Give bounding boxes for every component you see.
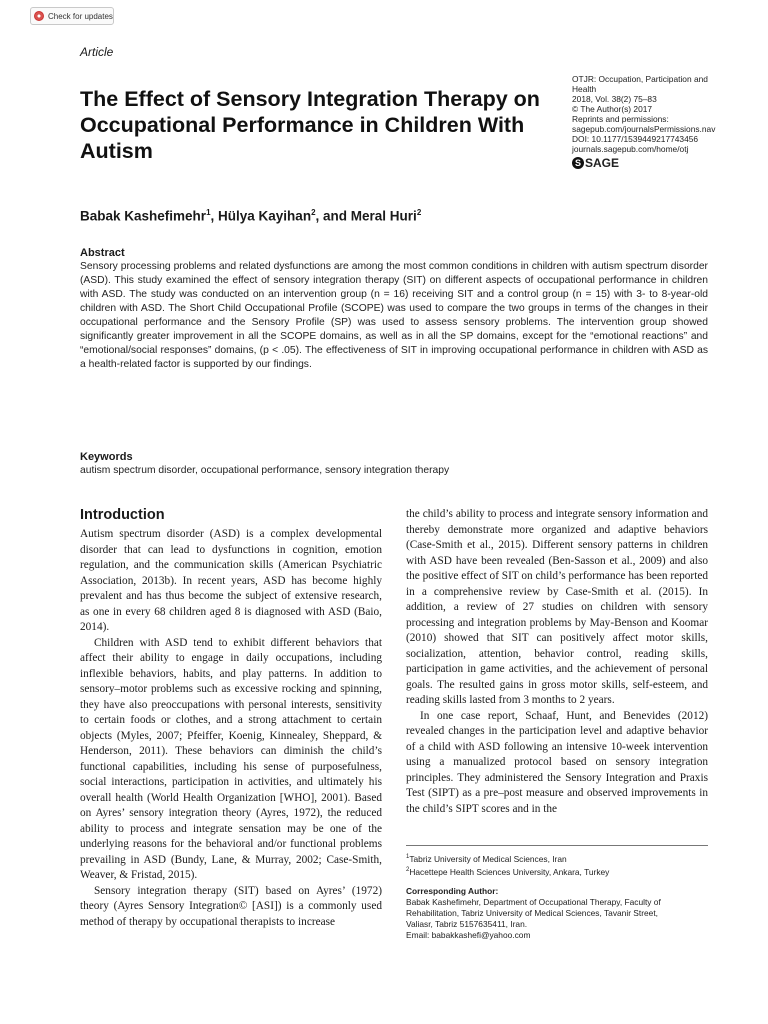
keywords-section — [80, 451, 708, 478]
affiliation-line — [406, 865, 708, 878]
journal-reprints: Reprints and permissions: — [572, 114, 669, 124]
corresponding-author-line: Valiasr, Tabriz 5157635411, Iran. — [406, 918, 528, 929]
journal-info — [572, 74, 732, 169]
footnote-divider — [406, 845, 708, 846]
article-title: The Effect of Sensory Integration Therapy on Occupational Performance in Children With Autism — [80, 87, 540, 163]
journal-copyright: © The Author(s) 2017 — [572, 104, 653, 114]
affiliation-text: Tabriz University of Medical Sciences, Iran — [409, 853, 567, 864]
sage-logo — [572, 157, 732, 169]
abstract-section — [80, 247, 708, 372]
sage-logo-text: SAGE — [585, 156, 620, 170]
body-paragraph: the child’s ability to process and integrate sensory information and thereby demonstrate more organized and adaptive behaviors (Case-Smith et al., 2015). Different sensory patterns in children with ASD have been revealed (Ben-Sasson et al., 2009) and also the positive effect of SIT on child’s performance has been reported in a comprehensive review by Case-Smith et al. (2015). In addition, a review of 27 studies on children with sensory processing and integration problems by May-Benson and Koomar (2010) showed that SIT can positively affect motor skills, socialization, attention, behavior control, reading skills, participation in game activities, and the achievement of personal goals. The resulted gains in gross motor skills, self-esteem, and reading skills lasted from 3 months to 2 years. — [406, 508, 708, 706]
author-separator: , — [210, 208, 219, 224]
abstract-body: Sensory processing problems and related dysfunctions are among the most common conditions in children with autism spectrum disorder (ASD). This study examined the effect of sensory integration therapy (SIT) on different aspects of occupational performance in children with ASD. The study was conducted on an intervention group (n = 16) receiving SIT and a control group (n = 15) with 3- to 8-year-old children with ASD. The Short Child Occupational Profile (SCOPE) was used to compare the two groups in terms of the changes in their occupational performance and the Sensory Profile (SP) was used to assess sensory problems. The intervention group showed significantly greater improvement in all the SCOPE domains, as well as in all the SP domains, except for the “emotional reactions” and “emotional/social responses” domains, (p < .05). The effectiveness of SIT in improving occupational performance in children with ASD as a health-related factor is supported by our findings. — [80, 261, 708, 370]
keywords-heading: Keywords — [80, 451, 133, 463]
permissions-link[interactable]: sagepub.com/journalsPermissions.nav — [572, 124, 716, 134]
doi-link[interactable]: DOI: 10.1177/1539449217743456 — [572, 134, 699, 144]
check-updates-icon — [34, 11, 44, 21]
journal-name: OTJR: Occupation, Participation and Health — [572, 74, 708, 94]
footnotes — [406, 852, 708, 941]
check-for-updates-badge[interactable] — [30, 7, 114, 25]
journal-volume: 2018, Vol. 38(2) 75–83 — [572, 94, 657, 104]
author-affiliation-mark: 2 — [416, 208, 422, 217]
affiliation-line — [406, 852, 708, 865]
affiliation-mark: 2 — [406, 866, 410, 873]
author-affiliation-mark: 2 — [311, 208, 316, 217]
body-column-right — [406, 507, 708, 817]
abstract-heading: Abstract — [80, 247, 125, 259]
author-list — [80, 208, 421, 224]
sage-s-icon: S — [572, 157, 584, 169]
corresponding-author-line: Babak Kashefimehr, Department of Occupational Therapy, Faculty of — [406, 896, 661, 907]
author-name: Meral Huri — [350, 208, 417, 224]
author-name: Babak Kashefimehr — [80, 208, 207, 224]
body-paragraph: Sensory integration therapy (SIT) based on Ayres’ (1972) theory (Ayres Sensory Integration© [ASI]) is a commonly used method of therapy by occupational therapists to increase — [80, 884, 382, 928]
author-name: Hülya Kayihan — [218, 208, 312, 224]
body-column-left — [80, 507, 382, 930]
body-paragraph: Children with ASD tend to exhibit different behaviors that affect their ability to engage in daily occupations, including inflexible behaviors, habits, and play patterns. In addition to sensory–motor problems such as excessive rocking and spinning, they have also preoccupations with personal interests, sensitivity to certain foods or clothes, and a strong attachment to certain objects (Myles, 2007; Pfeiffer, Koenig, Kinnealey, Sheppard, & Henderson, 2011). These behaviors can diminish the child’s functional capabilities, including his sense of purposefulness, social interactions, participation in activities, and ultimately his overall health (World Health Organization [WHO], 2001). Based on Ayres’ sensory integration theory (Ayres, 1972), the reduced ability to process and integrate sensation may be one of the underlying reasons for the behavioral and/or functional problems prevailing in ASD (Bundy, Lane, & Murray, 2002; Case-Smith, Weaver, & Fristad, 2015). — [80, 636, 382, 881]
introduction-heading: Introduction — [80, 507, 165, 523]
corresponding-author-heading: Corresponding Author: — [406, 885, 499, 896]
author-separator: , and — [315, 208, 351, 224]
author-affiliation-mark: 1 — [206, 208, 211, 217]
affiliation-mark: 1 — [406, 854, 410, 860]
corresponding-author-email[interactable]: Email: babakkashefi@yahoo.com — [406, 929, 531, 940]
body-paragraph: Autism spectrum disorder (ASD) is a complex developmental disorder that can lead to dysfunctions in cognition, emotion regulation, and the communication skills (American Psychiatric Association, 2013b). In recent years, ASD has become highly prevalent and has thus become the subject of extensive research, as one in every 68 children aged 8 is diagnosed with ASD (Baio, 2014). — [80, 528, 382, 633]
check-updates-label: Check for updates — [48, 11, 113, 21]
body-paragraph: In one case report, Schaaf, Hunt, and Benevides (2012) revealed changes in the participation level and adaptive behavior of a child with ASD following an intensive 10-week intervention using a manualized protocol based on sensory integration principles. They administered the Sensory Integration and Praxis Test (SIPT) as a pre–post measure and observed improvements in the child’s SIPT scores and in the — [406, 709, 708, 815]
keywords-body: autism spectrum disorder, occupational performance, sensory integration therapy — [80, 465, 450, 476]
article-type-label: Article — [80, 45, 114, 59]
corresponding-author-line: Rehabilitation, Tabriz University of Medical Sciences, Tavanir Street, — [406, 907, 658, 918]
affiliation-text: Hacettepe Health Sciences University, Ankara, Turkey — [409, 866, 610, 877]
journal-home-link[interactable]: journals.sagepub.com/home/otj — [572, 144, 689, 154]
